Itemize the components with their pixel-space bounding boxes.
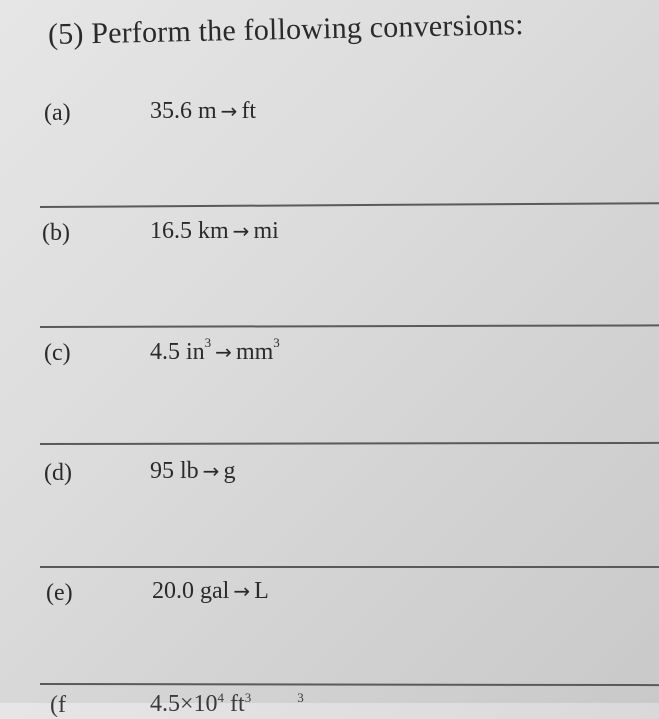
problem-c-value: 4.5 xyxy=(150,339,180,365)
arrow-icon: → xyxy=(232,219,250,243)
problem-e-label: (e) xyxy=(46,580,73,606)
problem-a-expression xyxy=(150,98,256,125)
problem-c-to-exponent: 3 xyxy=(273,335,280,350)
problem-f-exponent: 4 xyxy=(217,690,225,705)
problem-f-unit-exponent: 3 xyxy=(244,690,252,705)
problem-a-value: 35.6 xyxy=(150,98,192,124)
problem-d-value: 95 xyxy=(150,458,174,484)
answer-line-c xyxy=(40,442,659,445)
problem-b-from-unit: km xyxy=(198,218,229,244)
problem-d-expression xyxy=(150,458,235,485)
problem-f-from-unit: ft xyxy=(230,691,245,717)
problem-a-to-unit: ft xyxy=(241,98,257,124)
problem-d-to-unit: g xyxy=(223,458,236,484)
problem-a-label: (a) xyxy=(44,100,71,126)
answer-line-d xyxy=(40,566,659,568)
problem-c-to-unit: mm xyxy=(235,339,274,365)
answer-line-e xyxy=(40,683,659,686)
problem-b-value: 16.5 xyxy=(150,218,192,244)
problem-f-expression xyxy=(150,690,304,718)
problem-f-label: (f xyxy=(50,692,66,718)
answer-line-a xyxy=(40,202,659,207)
problem-c-from-unit: in xyxy=(186,339,205,365)
problem-e-value: 20.0 xyxy=(152,578,194,604)
arrow-icon: → xyxy=(215,340,232,364)
arrow-icon: → xyxy=(202,459,220,483)
question-title: (5) Perform the following conversions: xyxy=(47,8,525,51)
problem-d-from-unit: lb xyxy=(180,458,199,484)
answer-line-b xyxy=(40,324,659,327)
problem-b-expression xyxy=(150,218,279,245)
problem-c-expression xyxy=(150,335,280,366)
problem-c-from-exponent: 3 xyxy=(204,335,212,350)
arrow-icon: → xyxy=(233,579,251,603)
problem-f-value: 4.5×10 xyxy=(150,691,218,717)
problem-b-label: (b) xyxy=(42,220,70,246)
problem-d-label: (d) xyxy=(44,460,72,486)
problem-f-tail-exponent: 3 xyxy=(297,690,304,705)
problem-e-to-unit: L xyxy=(254,578,269,604)
problem-e-from-unit: gal xyxy=(200,578,230,604)
problem-c-label: (c) xyxy=(44,340,71,366)
problem-a-from-unit: m xyxy=(198,98,217,124)
problem-b-to-unit: mi xyxy=(253,218,279,244)
arrow-icon: → xyxy=(220,99,238,123)
problem-e-expression xyxy=(152,578,269,605)
